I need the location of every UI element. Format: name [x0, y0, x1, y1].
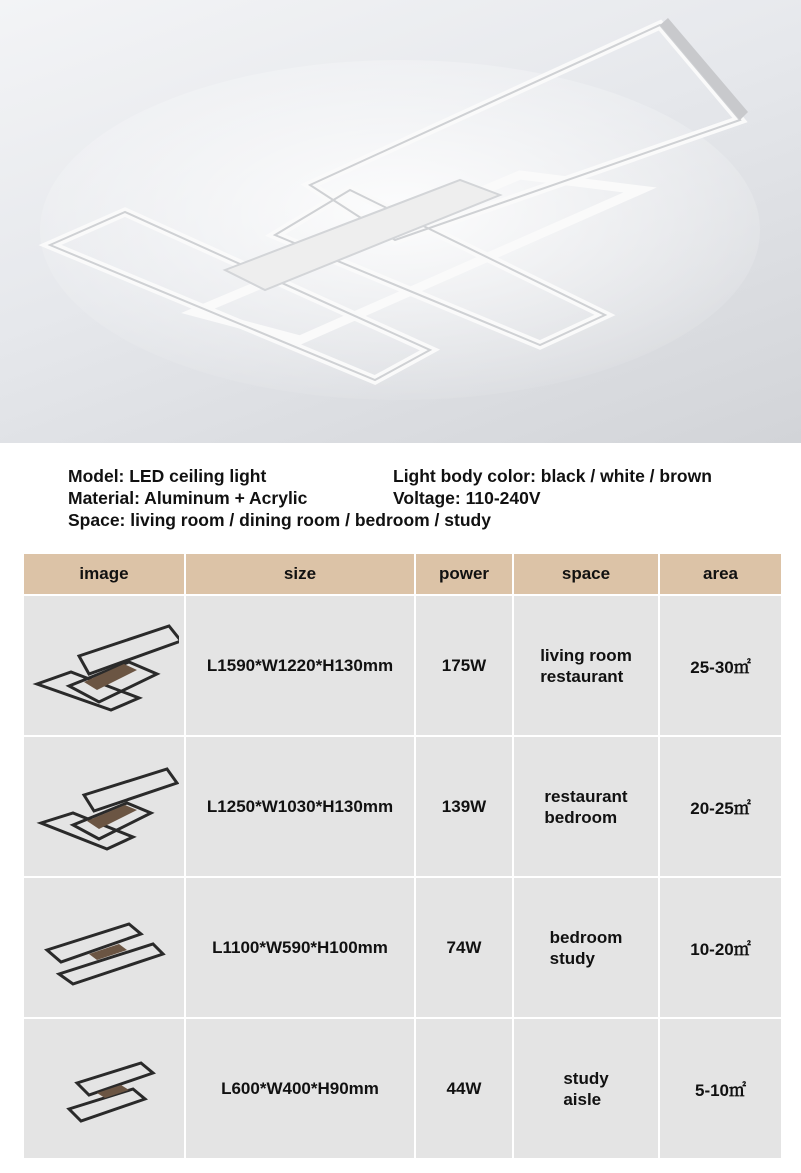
row-3-area: 10-20㎡ [660, 878, 781, 1017]
lamp-thumbnail-icon [29, 898, 179, 998]
row-2-space-line-2: bedroom [544, 807, 618, 827]
row-3-power: 74W [416, 878, 512, 1017]
row-4-power: 44W [416, 1019, 512, 1158]
row-1-space-line-2: restaurant [540, 666, 624, 686]
row-4-space-line-2: aisle [563, 1089, 602, 1109]
row-4-size: L600*W400*H90mm [186, 1019, 414, 1158]
spec-table [24, 554, 777, 1160]
row-1-space-line-1: living room [540, 645, 632, 665]
row-3-product-image [24, 878, 184, 1017]
lamp-thumbnail-icon [29, 1039, 179, 1139]
row-3-space-line-1: bedroom [549, 927, 623, 947]
header-size: size [186, 554, 414, 594]
spec-voltage: Voltage: 110-240V [393, 488, 541, 508]
spec-material: Material: Aluminum + Acrylic [68, 488, 308, 508]
row-2-space-line-1: restaurant [544, 786, 628, 806]
row-4-space [514, 1019, 658, 1158]
header-power: power [416, 554, 512, 594]
hero-product-photo [0, 0, 801, 443]
row-3-space [514, 878, 658, 1017]
header-area: area [660, 554, 781, 594]
row-1-power: 175W [416, 596, 512, 735]
spec-model: Model: LED ceiling light [68, 466, 267, 486]
row-4-area: 5-10㎡ [660, 1019, 781, 1158]
lamp-thumbnail-icon [29, 616, 179, 716]
row-2-area: 20-25㎡ [660, 737, 781, 876]
header-image: image [24, 554, 184, 594]
row-4-space-line-1: study [563, 1068, 609, 1088]
row-3-size: L1100*W590*H100mm [186, 878, 414, 1017]
row-1-area: 25-30㎡ [660, 596, 781, 735]
spec-space: Space: living room / dining room / bedroom / study [68, 510, 491, 530]
ceiling-light-illustration [0, 0, 801, 443]
lamp-thumbnail-icon [29, 757, 179, 857]
row-2-space [514, 737, 658, 876]
row-2-size: L1250*W1030*H130mm [186, 737, 414, 876]
header-space: space [514, 554, 658, 594]
row-2-power: 139W [416, 737, 512, 876]
row-2-product-image [24, 737, 184, 876]
spec-body-color: Light body color: black / white / brown [393, 466, 712, 486]
row-3-space-line-2: study [549, 948, 595, 968]
row-1-product-image [24, 596, 184, 735]
row-4-product-image [24, 1019, 184, 1158]
row-1-space [514, 596, 658, 735]
row-1-size: L1590*W1220*H130mm [186, 596, 414, 735]
